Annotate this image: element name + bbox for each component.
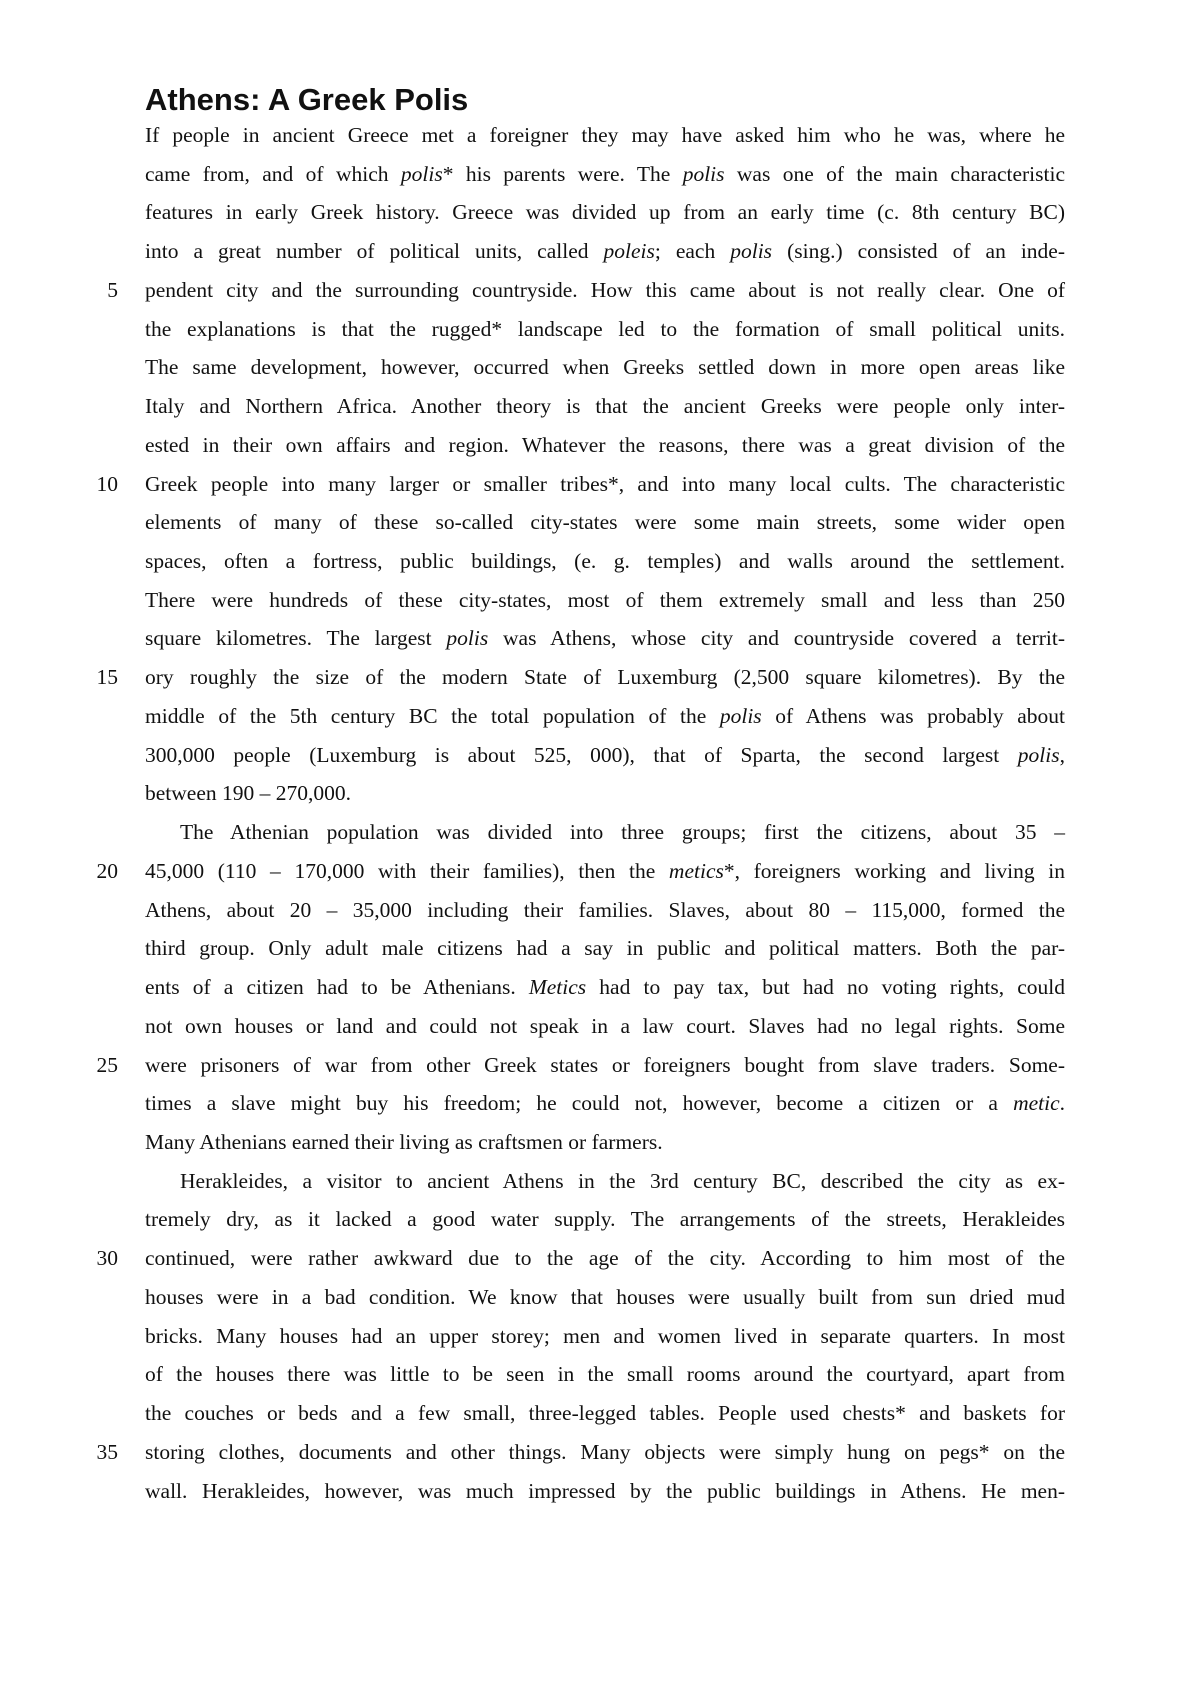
text-run: . [1059, 1091, 1065, 1115]
text-run: If people in ancient Greece met a foreigner they may have asked him who he was, where he [145, 123, 1065, 147]
text-line [145, 385, 1065, 427]
text-run: pendent city and the surrounding countryside. How this came about is not really clear. One of [145, 278, 1065, 302]
line-number: 20 [96, 859, 118, 883]
line-number: 15 [96, 665, 118, 689]
line-number: 10 [96, 472, 118, 496]
text-line [145, 1315, 1065, 1357]
page-title: Athens: A Greek Polis [145, 82, 469, 117]
text-run: had to pay tax, but had no voting rights, could [586, 975, 1066, 999]
text-line [180, 1160, 1065, 1202]
italic-term: polis [682, 162, 725, 186]
text-run: ested in their own affairs and region. Whatever the reasons, there was a great division of the [145, 433, 1065, 457]
text-run: Many Athenians earned their living as craftsmen or farmers. [145, 1130, 663, 1154]
text-line [145, 114, 1065, 156]
text-run: were prisoners of war from other Greek states or foreigners bought from slave traders. Some- [145, 1053, 1065, 1077]
text-run: ents of a citizen had to be Athenians. [145, 975, 529, 999]
text-line [145, 1431, 1065, 1473]
text-run: features in early Greek history. Greece was divided up from an early time (c. 8th century BC) [145, 200, 1065, 224]
text-line [145, 153, 1065, 195]
text-run: Italy and Northern Africa. Another theory is that the ancient Greeks were people only inter- [145, 394, 1065, 418]
italic-term: Metics [528, 975, 587, 999]
line-number: 35 [96, 1440, 118, 1464]
italic-term: polis [719, 704, 762, 728]
text-line [145, 463, 1065, 505]
text-run: wall. Herakleides, however, was much impressed by the public buildings in Athens. He men- [145, 1479, 1065, 1503]
text-line [145, 424, 1065, 466]
text-run: third group. Only adult male citizens had a say in public and political matters. Both the par- [145, 936, 1065, 960]
text-run: The same development, however, occurred when Greeks settled down in more open areas like [145, 355, 1065, 379]
text-line [145, 1276, 1065, 1318]
text-line [145, 1237, 1065, 1279]
text-run: 300,000 people (Luxemburg is about 525, 000), that of Sparta, the second largest [145, 743, 1018, 767]
text-run: ory roughly the size of the modern State of Luxemburg (2,500 square kilometres). By the [145, 665, 1065, 689]
text-run: * his parents were. The [442, 162, 683, 186]
text-line [145, 927, 1065, 969]
text-run: continued, were rather awkward due to the age of the city. According to him most of the [145, 1246, 1065, 1270]
text-line [145, 772, 1065, 814]
italic-term: polis [400, 162, 443, 186]
text-run: , [1059, 743, 1065, 767]
text-run: of Athens was probably about [761, 704, 1065, 728]
text-line [145, 308, 1065, 350]
text-line [145, 346, 1065, 388]
text-run: not own houses or land and could not speak in a law court. Slaves had no legal rights. Some [145, 1014, 1065, 1038]
line-number: 25 [96, 1053, 118, 1077]
text-line [145, 540, 1065, 582]
italic-term: polis [730, 239, 773, 263]
text-run: bricks. Many houses had an upper storey; men and women lived in separate quarters. In most [145, 1324, 1065, 1348]
text-line [180, 811, 1065, 853]
text-run: *, foreigners working and living in [723, 859, 1065, 883]
text-run: houses were in a bad condition. We know that houses were usually built from sun dried mud [145, 1285, 1065, 1309]
text-line [145, 1392, 1065, 1434]
text-line [145, 889, 1065, 931]
text-run: was Athens, whose city and countryside covered a territ- [488, 626, 1066, 650]
text-run: tremely dry, as it lacked a good water supply. The arrangements of the streets, Herakleides [145, 1207, 1065, 1231]
text-run: middle of the 5th century BC the total population of the [145, 704, 720, 728]
text-run: spaces, often a fortress, public buildings, (e. g. temples) and walls around the settlement. [145, 549, 1065, 573]
text-run: storing clothes, documents and other things. Many objects were simply hung on pegs* on the [145, 1440, 1065, 1464]
text-line [145, 695, 1065, 737]
text-line [145, 269, 1065, 311]
text-run: the explanations is that the rugged* landscape led to the formation of small political units. [145, 317, 1065, 341]
italic-term: metic [1013, 1091, 1060, 1115]
italic-term: metics [668, 859, 724, 883]
italic-term: poleis [603, 239, 655, 263]
text-run: the couches or beds and a few small, three-legged tables. People used chests* and baskets for [145, 1401, 1065, 1425]
text-run: elements of many of these so-called city-states were some main streets, some wider open [145, 510, 1065, 534]
text-run: There were hundreds of these city-states, most of them extremely small and less than 250 [145, 588, 1065, 612]
text-line [145, 734, 1065, 776]
text-run: into a great number of political units, called [145, 239, 604, 263]
text-run: between 190 – 270,000. [145, 781, 352, 805]
text-run: ; each [654, 239, 731, 263]
line-number: 30 [96, 1246, 118, 1270]
text-line [145, 501, 1065, 543]
italic-term: polis [446, 626, 489, 650]
text-line [145, 966, 1065, 1008]
text-line [145, 1470, 1065, 1512]
text-run: square kilometres. The largest [145, 626, 447, 650]
text-run: (sing.) consisted of an inde- [772, 239, 1065, 263]
text-run: was one of the main characteristic [724, 162, 1065, 186]
text-line [145, 1082, 1065, 1124]
text-run: Greek people into many larger or smaller tribes*, and into many local cults. The characteristic [145, 472, 1065, 496]
text-run: came from, and of which [145, 162, 401, 186]
text-run: The Athenian population was divided into three groups; first the citizens, about 35 – [180, 820, 1065, 844]
line-number: 5 [107, 278, 118, 302]
text-line [145, 1353, 1065, 1395]
text-line [145, 1198, 1065, 1240]
text-line [145, 1044, 1065, 1086]
text-line [145, 850, 1065, 892]
text-line [145, 579, 1065, 621]
text-run: Herakleides, a visitor to ancient Athens in the 3rd century BC, described the city as ex- [180, 1169, 1065, 1193]
text-line [145, 656, 1065, 698]
text-line [145, 1005, 1065, 1047]
text-run: Athens, about 20 – 35,000 including their families. Slaves, about 80 – 115,000, formed the [145, 898, 1065, 922]
text-line [145, 230, 1065, 272]
text-run: 45,000 (110 – 170,000 with their families), then the [145, 859, 669, 883]
text-line [145, 1121, 1065, 1163]
text-line [145, 191, 1065, 233]
text-run: times a slave might buy his freedom; he could not, however, become a citizen or a [145, 1091, 1014, 1115]
text-run: of the houses there was little to be seen in the small rooms around the courtyard, apart from [145, 1362, 1065, 1386]
text-line [145, 617, 1065, 659]
italic-term: polis [1017, 743, 1060, 767]
